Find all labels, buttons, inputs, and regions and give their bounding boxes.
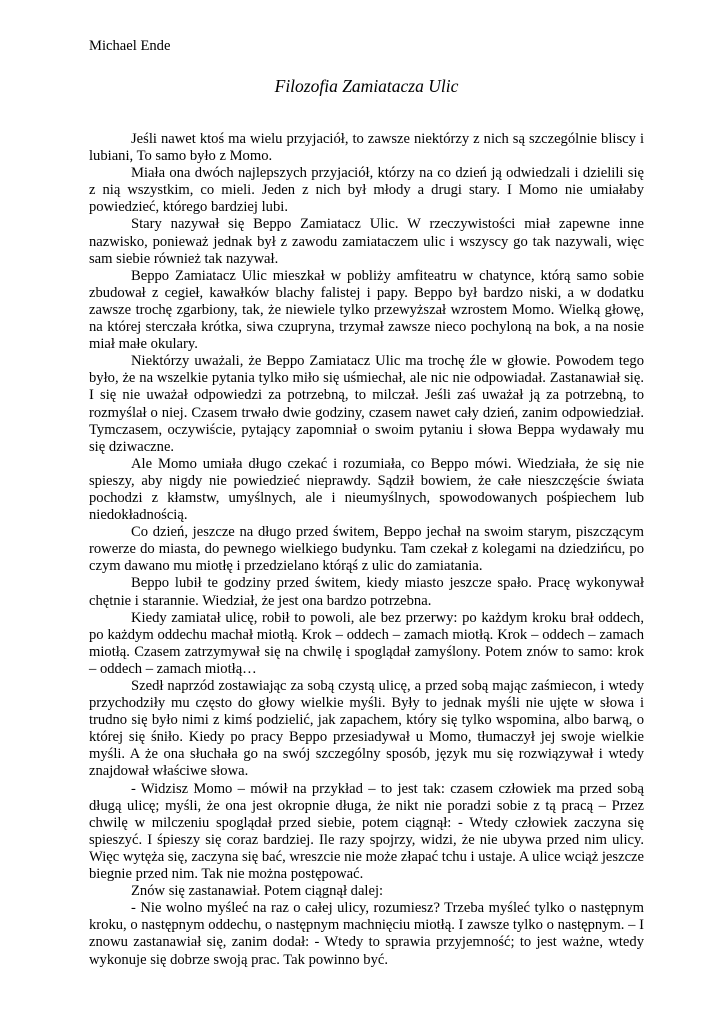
paragraph: Znów się zastanawiał. Potem ciągnął dalej: [131,883,384,900]
paragraph: Co dzień, jeszcze na długo przed świtem, Beppo jechał na swoim starym, piszczącym rowerze do miasta, do pewnego wielkiego budynku. Tam czekał z kolegami na dziedzińcu, po czym dawano mu miotłę i przedzielano którąś z ulic do zamiatania. [89,524,644,575]
paragraph: Kiedy zamiatał ulicę, robił to powoli, ale bez przerwy: po każdym kroku brał oddech, po każdym oddechu machał miotłą. Krok – oddech – zamach miotłą. Krok – oddech – zamach miotłą. Czasem zatrzymywał się na chwilę i spoglądał zamyślony. Potem znów to samo: krok – oddech – zamach miotłą… [89,609,644,677]
paragraph: Szedł naprzód zostawiając za sobą czystą ulicę, a przed sobą mając zaśmiecon, i wtedy przychodziły mu często do głowy wielkie myśli. Były to jednak myśli nie ujęte w słowa i trudno się było nimi z kimś podzielić, jak zapachem, który się tylko wspomina, albo barwą, o której się śniło. Kiedy po pracy Beppo przesiadywał u Momo, tłumaczył jej swoje wielkie myśli. A że ona słuchała go na swój szczególny sposób, język mu się rozwiązywał i wtedy znajdował właściwe słowa. [89,678,644,780]
author-name: Michael Ende [89,38,171,54]
paragraph: Beppo Zamiatacz Ulic mieszkał w pobliży amfiteatru w chatynce, którą samo sobie zbudował z cegieł, kawałków blachy falistej i papy. Beppo był bardzo niski, a w dodatku zawsze trochę zgarbiony, tak, że niewiele tylko przewyższał wzrostem Momo. Wielką głowę, na której sterczała krótka, siwa czupryna, trzymał zawsze nieco pochyloną na bok, a na nosie miał małe okulary. [89,267,644,353]
paragraph: - Widzisz Momo – mówił na przykład – to jest tak: czasem człowiek ma przed sobą długą ulicę; myśli, że ona jest okropnie długa, że nikt nie poradzi sobie z tą pracą – Przez chwilę w milczeniu spoglądał przed siebie, potem ciągnął: - Wtedy człowiek zaczyna się spieszyć. I śpieszy się coraz bardziej. Ile razy spojrzy, widzi, że nie ubywa przed nim ulicy. Więc wytęża się, zaczyna się bać, wreszcie nie może złapać tchu i ustaje. A ulice wciąż jeszcze biegnie przed nim. Tak nie można postępować. [89,780,644,883]
document-title: Filozofia Zamiatacza Ulic [274,76,459,96]
paragraph: Beppo lubił te godziny przed świtem, kiedy miasto jeszcze spało. Pracę wykonywał chętnie i starannie. Wiedział, że jest ona bardzo potrzebna. [89,575,644,609]
paragraph: Niektórzy uważali, że Beppo Zamiatacz Ulic ma trochę źle w głowie. Powodem tego było, że na wszelkie pytania tylko miło się uśmiechał, ale nic nie odpowiadał. Zastanawiał się. I się nie uważał odpowiedzi za potrzebną, to milczał. Jeśli zaś uważał ją za potrzebną, to rozmyślał o niej. Czasem trwało dwie godziny, czasem nawet cały dzień, zanim odpowiedział. Tymczasem, oczywiście, pytający zapomniał o swoim pytaniu i słowa Beppa wydawały mu się dziwaczne. [89,353,644,455]
paragraph: Stary nazywał się Beppo Zamiatacz Ulic. W rzeczywistości miał zapewne inne nazwisko, ponieważ jednak był z zawodu zamiataczem ulic i wszyscy go tak nazywali, więc sam siebie również tak nazywał. [89,216,644,267]
paragraph: - Nie wolno myśleć na raz o całej ulicy, rozumiesz? Trzeba myśleć tylko o następnym kroku, o następnym oddechu, o następnym machnięciu miotłą. I zawsze tylko o następnym. – I znowu zastanawiał się, zanim dodał: - Wtedy to sprawia przyjemność; to jest ważne, wtedy wykonuje się dobrze swoją prac. Tak powinno być. [89,900,644,968]
paragraph: Miała ona dwóch najlepszych przyjaciół, którzy na co dzień ją odwiedzali i dzielili się z nią wszystkim, co mieli. Jeden z nich był młody a drugi stary. I Momo nie umiałaby powiedzieć, którego bardziej lubi. [89,165,644,216]
document-body [89,131,644,969]
paragraph: Jeśli nawet ktoś ma wielu przyjaciół, to zawsze niektórzy z nich są szczególnie bliscy i lubiani, To samo było z Momo. [89,131,644,165]
paragraph: Ale Momo umiała długo czekać i rozumiała, co Beppo mówi. Wiedziała, że się nie spieszy, aby nigdy nie powiedzieć nieprawdy. Sądził bowiem, że całe nieszczęście świata pochodzi z kłamstw, umyślnych, ale i nieumyślnych, spowodowanych pośpiechem lub niedokładnością. [89,455,644,524]
